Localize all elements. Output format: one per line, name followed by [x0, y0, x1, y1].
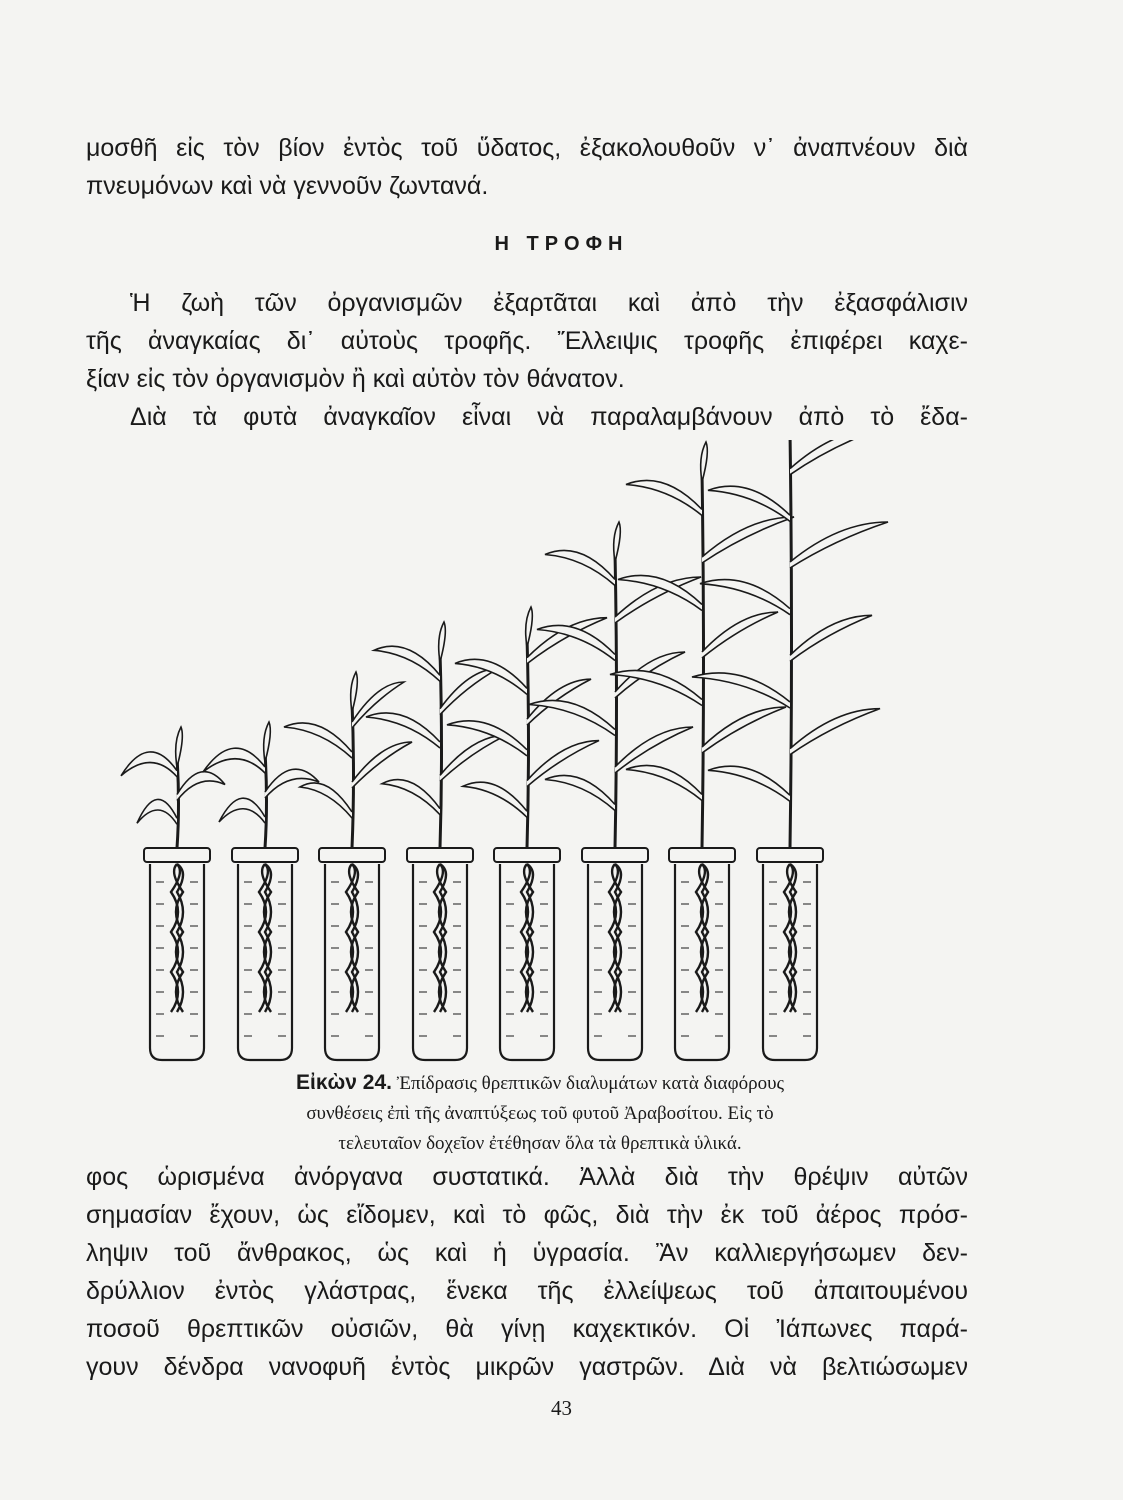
caption-line: Ἐπίδρασις θρεπτικῶν διαλυμάτων κατὰ διαφόρους	[396, 1073, 785, 1094]
text-line: ξίαν εἰς τὸν ὀργανισμὸν ἢ καὶ αὐτὸν τὸν θάνατον.	[86, 365, 625, 393]
text-line: Ἡ ζωὴ τῶν ὀργανισμῶν ἐξαρτᾶται καὶ ἀπὸ τὴν ἐξασφάλισιν	[130, 289, 968, 317]
text-line: πνευμόνων καὶ νὰ γεννοῦν ζωντανά.	[86, 172, 489, 200]
section-heading: Η ΤΡΟΦΗ	[494, 233, 629, 255]
test-tube-2	[203, 722, 319, 1060]
test-tube-3	[284, 672, 412, 1060]
text-line: φος ὡρισμένα ἀνόργανα συστατικά. Ἀλλὰ διὰ τὴν θρέψιν αὐτῶν	[86, 1163, 968, 1191]
figure-caption	[190, 1068, 890, 1159]
caption-line: τελευταῖον δοχεῖον ἐτέθησαν ὅλα τὰ θρεπτικὰ ὑλικά.	[338, 1133, 742, 1154]
test-tube-8	[692, 440, 888, 1060]
figure-label: Εἰκὼν 24.	[295, 1071, 392, 1094]
text-line: Διὰ τὰ φυτὰ ἀναγκαῖον εἶναι νὰ παραλαμβάνουν ἀπὸ τὸ ἔδα-	[130, 403, 968, 431]
bottom-paragraph	[86, 1158, 968, 1386]
text-line: μοσθῆ εἰς τὸν βίον ἐντὸς τοῦ ὕδατος, ἐξακολουθοῦν ν᾽ ἀναπνέουν διὰ	[86, 134, 968, 162]
test-tube-5	[447, 607, 607, 1060]
text-line: ληψιν τοῦ ἄνθρακος, ὡς καὶ ἡ ὑγρασία. Ἂν καλλιεργήσωμεν δεν-	[86, 1239, 968, 1267]
top-paragraph	[86, 129, 968, 205]
page-number: 43	[551, 1396, 572, 1420]
text-line: δρύλλιον ἐντὸς γλάστρας, ἕνεκα τῆς ἐλλείψεως τοῦ ἀπαιτουμένου	[86, 1277, 968, 1305]
food-paragraph	[86, 284, 968, 436]
text-line: γουν δένδρα νανοφυῆ ἐντὸς μικρῶν γαστρῶν. Διὰ νὰ βελτιώσωμεν	[86, 1353, 968, 1381]
caption-line: συνθέσεις ἐπὶ τῆς ἀναπτύξεως τοῦ φυτοῦ Ἀραβοσίτου. Εἰς τὸ	[306, 1103, 774, 1124]
text-line: τῆς ἀναγκαίας δι᾽ αὐτοὺς τροφῆς. Ἔλλειψις τροφῆς ἐπιφέρει καχε-	[86, 327, 968, 355]
text-line: σημασίαν ἔχουν, ὡς εἴδομεν, καὶ τὸ φῶς, διὰ τὴν ἐκ τοῦ ἀέρος πρόσ-	[86, 1201, 968, 1229]
text-line: ποσοῦ θρεπτικῶν οὐσιῶν, θὰ γίνῃ καχεκτικόν. Οἱ Ἰάπωνες παρά-	[86, 1315, 968, 1343]
test-tube-1	[121, 727, 225, 1060]
maize-test-tubes-illustration	[100, 440, 960, 1070]
